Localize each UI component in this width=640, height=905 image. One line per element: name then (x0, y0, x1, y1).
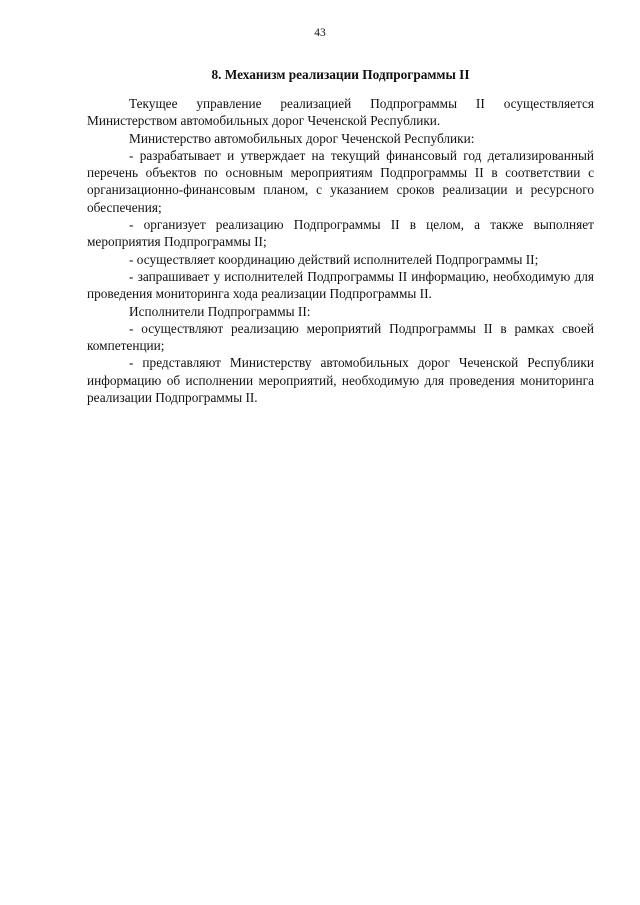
list-item-coordinates-executors: - осуществляет координацию действий исполнителей Подпрограммы II; (129, 251, 539, 267)
list-item-requests-information: - запрашивает у исполнителей Подпрограммы II информацию, необходимую для проведения мониторинга хода реализации Подпрограммы II. (87, 268, 594, 302)
paragraph-ministry-heading: Министерство автомобильных дорог Чеченской Республики: (129, 130, 475, 146)
paragraph-current-management: Текущее управление реализацией Подпрограммы II осуществляется Министерством автомобильных дорог Чеченской Республики. (87, 96, 594, 129)
list-item-develops-list: - разрабатывает и утверждает на текущий финансовый год детализированный перечень объектов по основным мероприятиям Подпрограммы II в соответствии с организационно-финансовым планом, с указанием сроков реализации и ресурсного обеспечения; (87, 147, 594, 215)
section-body (87, 95, 594, 406)
paragraph-executors-heading: Исполнители Подпрограммы II: (129, 303, 311, 319)
section-title: 8. Механизм реализации Подпрограммы II (211, 67, 470, 82)
list-item-organizes-implementation: - организует реализацию Подпрограммы II в целом, а также выполняет мероприятия Подпрограммы II; (87, 217, 594, 250)
list-item-provide-information: - представляют Министерству автомобильных дорог Чеченской Республики информацию об исполнении мероприятий, необходимую для проведения мониторинга реализации Подпрограммы II. (87, 355, 594, 406)
list-item-implement-activities: - осуществляют реализацию мероприятий Подпрограммы II в рамках своей компетенции; (87, 320, 594, 354)
page-number: 43 (314, 27, 326, 39)
